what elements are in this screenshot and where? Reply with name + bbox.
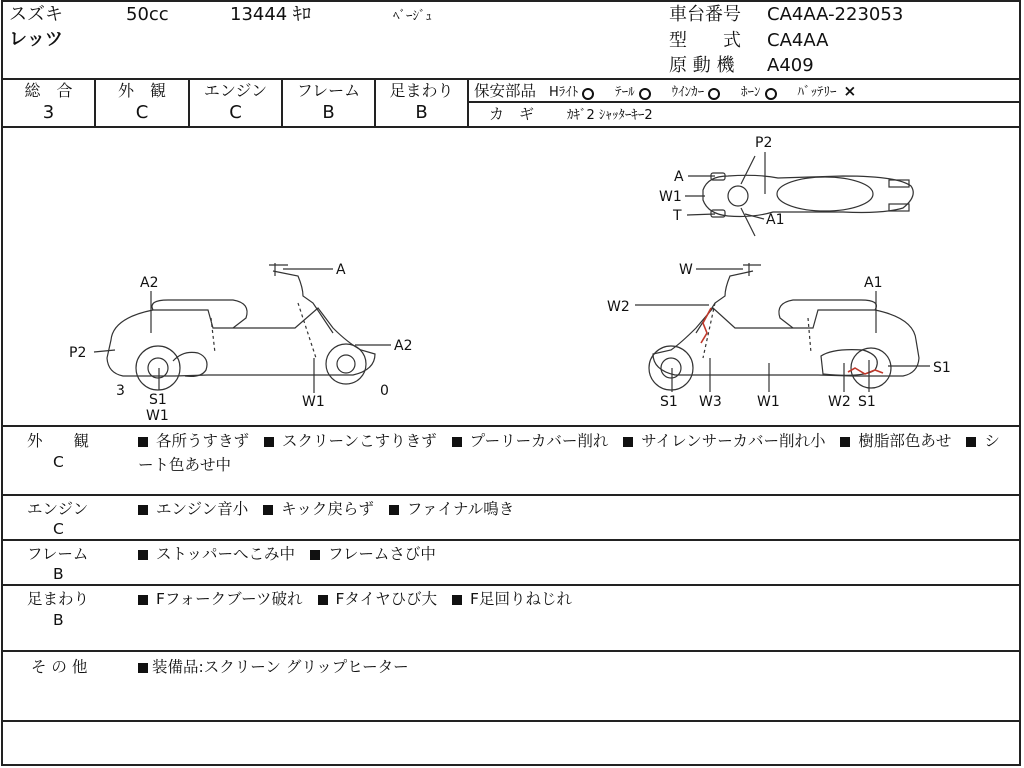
divider [3,425,1019,427]
winker-label: ｳｲﾝｶｰ [671,85,705,100]
diagram-label: W2 [607,299,630,315]
notes-frame-grade: B [53,565,64,583]
diagram-label: S1 [149,392,167,408]
divider [3,539,1019,541]
maker: スズキ [9,4,63,25]
notes-other-label: そ の 他 [31,658,88,676]
key-label: カ ギ [489,105,535,123]
diagram-label: W1 [659,189,682,205]
engine-grade: C [229,102,242,123]
bullet-icon [138,595,148,605]
frame-number: CA4AA-223053 [767,4,904,25]
headlight-label: Hﾗｲﾄ [548,85,579,100]
diagram-label: P2 [69,345,87,361]
scooter-right-side-view [607,262,951,410]
notes-exterior-items [138,429,1008,477]
mileage: 13444 ｷﾛ [230,4,311,25]
note-item: フレームさび中 [327,545,436,563]
bullet-icon [264,437,274,447]
model-name: レッツ [9,29,63,50]
safety-parts-label: 保安部品 [474,82,537,100]
front-wheel-value: 3 [116,383,125,399]
note-item: スクリーンこすりきず [281,432,437,450]
body-color: ﾍﾞｰｼﾞｭ [393,9,432,24]
exterior-label: 外 観 [117,81,166,100]
diagram-label: A [336,262,346,278]
ok-circle-icon [582,88,594,100]
diagram-label: W1 [757,394,780,410]
overall-grade: 3 [42,102,55,123]
divider [3,720,1019,722]
note-item: F足回りねじれ [470,590,572,608]
diagram-label: W2 [828,394,851,410]
diagram-label: S1 [858,394,876,410]
key-value: ｶｷﾞ2 ｼｬｯﾀｰｷｰ2 [567,108,653,123]
ok-circle-icon [765,88,777,100]
note-item: ストッパーへこみ中 [156,545,296,563]
engine-label: 原 動 機 [669,55,735,76]
taillight-label: ﾃｰﾙ [615,85,635,100]
diagram-label: A [674,169,684,185]
divider [3,650,1019,652]
displacement: 50cc [126,4,169,25]
notes-suspension-label: 足まわり [27,590,90,608]
notes-other-items [138,655,1008,679]
note-item: エンジン音小 [156,500,249,518]
notes-suspension-grade: B [53,611,64,629]
bullet-icon [138,550,148,560]
diagram-label: W [679,262,693,278]
divider [3,78,1019,80]
diagram-label: A1 [864,275,883,291]
diagram-label: W1 [302,394,325,410]
note-item: キック戻らず [281,500,374,518]
scooter-left-side-view [69,262,412,424]
note-item: 樹脂部色あせ [858,432,952,450]
overall-label: 総 合 [24,81,73,100]
bullet-icon [318,595,328,605]
bullet-icon [138,505,148,515]
note-item: サイレンサーカバー削れ小 [641,432,826,450]
suspension-grade-label: 足まわり [389,81,454,100]
bullet-icon [452,595,462,605]
battery-label: ﾊﾞｯﾃﾘｰ [797,85,837,100]
diagram-label: S1 [660,394,678,410]
divider [467,78,469,128]
engine-value: A409 [767,55,814,76]
diagram-label: P2 [755,135,773,151]
diagram-label: S1 [933,360,951,376]
diagram-label: W1 [146,408,169,424]
notes-engine-grade: C [53,520,64,538]
bullet-icon [138,437,148,447]
frame-grade: B [322,102,335,123]
exterior-grade: C [135,102,149,123]
note-item: シート色あせ中 [138,432,1000,474]
divider [3,584,1019,586]
type-label: 型 式 [669,30,741,51]
frame-number-label: 車台番号 [669,4,741,25]
note-item: プーリーカバー削れ [469,432,609,450]
horn-label: ﾎｰﾝ [741,85,761,100]
diagram-label: A1 [766,212,785,228]
bullet-icon [623,437,633,447]
suspension-grade: B [415,102,428,123]
notes-engine-items [138,497,1008,521]
engine-grade-label: エンジン [203,81,268,100]
note-item: Fフォークブーツ破れ [156,590,303,608]
note-item: 各所うすきず [156,432,250,450]
divider [3,494,1019,496]
bullet-icon [966,437,976,447]
bullet-icon [840,437,850,447]
rear-wheel-value: 0 [380,383,389,399]
ok-circle-icon [639,88,651,100]
notes-suspension-items [138,587,1008,611]
notes-frame-label: フレーム [27,545,89,563]
note-item: 装備品:スクリーン グリップヒーター [152,658,409,676]
bullet-icon [138,663,148,673]
safety-parts-row [474,81,856,103]
ok-circle-icon [708,88,720,100]
diagram-label: T [673,208,682,224]
scooter-top-view [659,135,913,236]
notes-engine-label: エンジン [27,500,89,518]
bullet-icon [452,437,462,447]
bullet-icon [263,505,273,515]
notes-exterior-label: 外 観 [27,432,90,450]
bullet-icon [389,505,399,515]
diagram-label: W3 [699,394,722,410]
bullet-icon [310,550,320,560]
battery-ng-mark: × [843,82,857,100]
scooter-diagram [3,128,1019,424]
diagram-label: A2 [140,275,159,291]
note-item: Fタイヤひび大 [335,590,438,608]
notes-exterior-grade: C [53,453,64,471]
notes-frame-items [138,542,1008,566]
diagram-label: A2 [394,338,413,354]
note-item: ファイナル鳴き [406,500,515,518]
frame-grade-label: フレーム [296,81,361,100]
inspection-sheet [1,0,1021,766]
type-value: CA4AA [767,30,829,51]
